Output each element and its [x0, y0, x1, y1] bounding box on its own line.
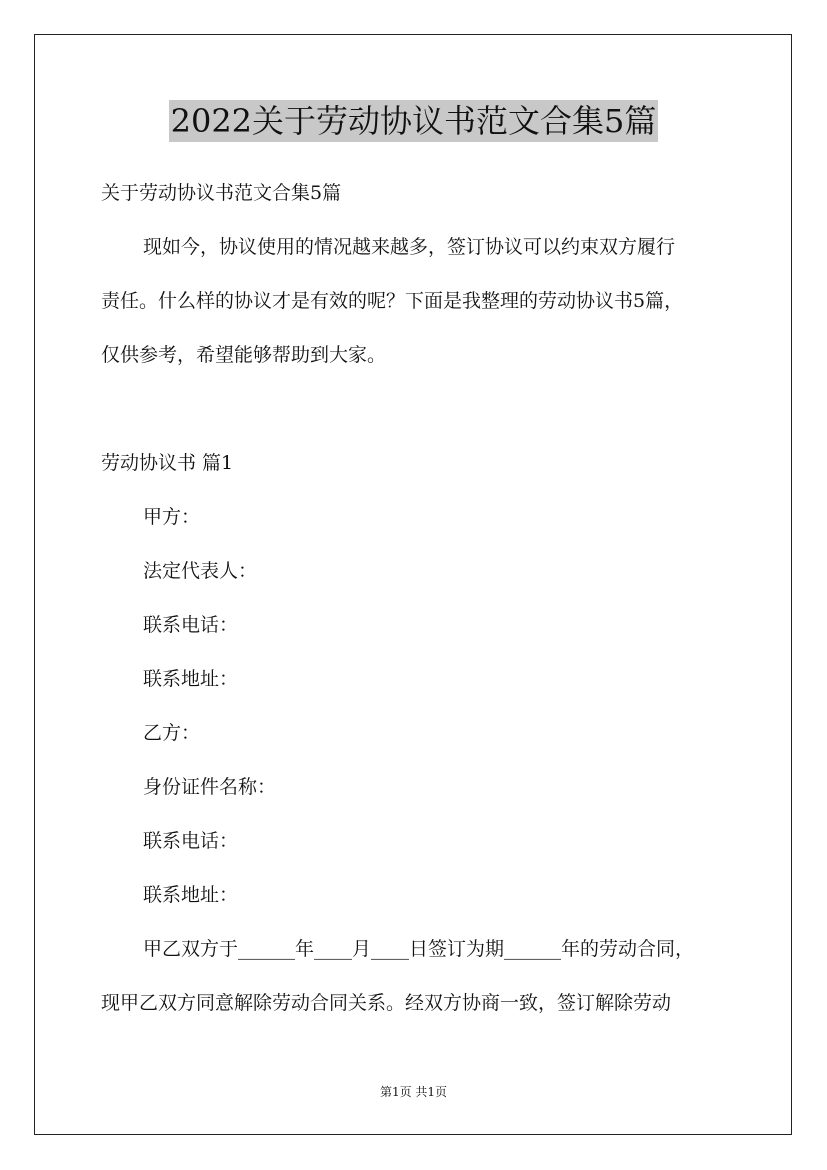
- title-container: [0, 100, 827, 142]
- section-heading: 劳动协议书 篇1: [101, 452, 234, 474]
- field-phone-b: 联系电话：: [143, 830, 239, 852]
- intro-line-2: 责任。什么样的协议才是有效的呢？下面是我整理的劳动协议书5篇，: [101, 290, 684, 312]
- field-party-a: 甲方：: [143, 506, 201, 528]
- body-line-1: 甲乙双方于______年____月____日签订为期______年的劳动合同，: [143, 938, 695, 960]
- page-footer: 第1页 共1页: [379, 1085, 448, 1099]
- field-phone-a: 联系电话：: [143, 614, 239, 636]
- field-legal-representative: 法定代表人：: [143, 560, 258, 582]
- body-line-2: 现甲乙双方同意解除劳动合同关系。经双方协商一致，签订解除劳动: [101, 992, 672, 1014]
- field-id-document: 身份证件名称：: [143, 776, 277, 798]
- document-subtitle: 关于劳动协议书范文合集5篇: [101, 182, 342, 204]
- field-address-a: 联系地址：: [143, 668, 239, 690]
- document-title: 2022关于劳动协议书范文合集5篇: [170, 102, 657, 140]
- field-address-b: 联系地址：: [143, 884, 239, 906]
- intro-line-3: 仅供参考，希望能够帮助到大家。: [101, 344, 387, 366]
- field-party-b: 乙方：: [143, 722, 201, 744]
- intro-line-1: 现如今，协议使用的情况越来越多，签订协议可以约束双方履行: [143, 236, 676, 258]
